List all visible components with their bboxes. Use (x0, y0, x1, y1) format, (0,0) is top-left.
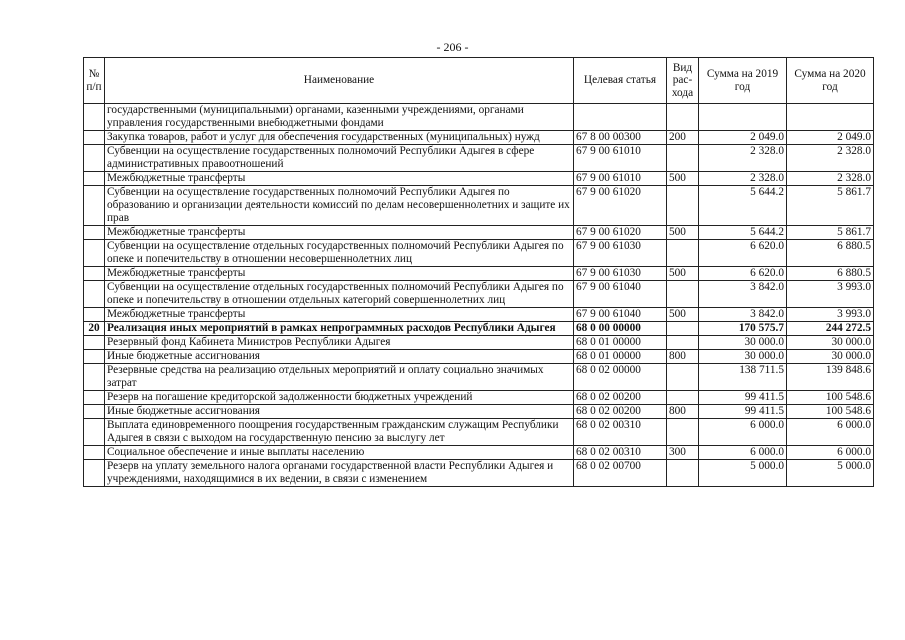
table-row (84, 391, 874, 405)
row-sum-2020: 6 880.5 (787, 267, 874, 281)
row-sum-2020: 5 861.7 (787, 186, 874, 226)
row-name: Иные бюджетные ассигнования (105, 405, 574, 419)
table-row (84, 364, 874, 391)
row-name: Резервные средства на реализацию отдельных мероприятий и оплату социально значимых затрат (105, 364, 574, 391)
row-code: 67 9 00 61030 (574, 240, 667, 267)
row-number (84, 104, 105, 131)
row-name: Субвенции на осуществление отдельных государственных полномочий Республики Адыгея по опеке и попечительству в отношении несовершеннолетних лиц (105, 240, 574, 267)
row-kind: 200 (667, 131, 699, 145)
row-kind (667, 460, 699, 487)
row-sum-2020: 6 880.5 (787, 240, 874, 267)
row-sum-2020: 3 993.0 (787, 308, 874, 322)
row-name: Реализация иных мероприятий в рамках непрограммных расходов Республики Адыгея (105, 322, 574, 336)
row-code: 68 0 02 00200 (574, 405, 667, 419)
row-sum-2020: 100 548.6 (787, 405, 874, 419)
row-sum-2020: 244 272.5 (787, 322, 874, 336)
row-number (84, 172, 105, 186)
row-kind (667, 104, 699, 131)
page-number: - 206 - (436, 40, 469, 54)
row-sum-2020: 2 049.0 (787, 131, 874, 145)
row-sum-2019: 2 328.0 (699, 172, 787, 186)
row-number (84, 308, 105, 322)
row-code: 68 0 02 00310 (574, 419, 667, 446)
header-name: Наименование (105, 58, 574, 104)
row-code (574, 104, 667, 131)
row-sum-2020: 139 848.6 (787, 364, 874, 391)
row-kind (667, 322, 699, 336)
row-kind: 500 (667, 267, 699, 281)
table-row (84, 350, 874, 364)
row-name: Закупка товаров, работ и услуг для обеспечения государственных (муниципальных) нужд (105, 131, 574, 145)
table-row (84, 186, 874, 226)
row-sum-2019: 6 000.0 (699, 419, 787, 446)
row-sum-2019: 99 411.5 (699, 405, 787, 419)
row-kind (667, 364, 699, 391)
row-number (84, 391, 105, 405)
table-row (84, 240, 874, 267)
row-number (84, 336, 105, 350)
row-name: Резерв на погашение кредиторской задолженности бюджетных учреждений (105, 391, 574, 405)
header-sum-2019: Сумма на 2019 год (699, 58, 787, 104)
row-kind (667, 145, 699, 172)
row-sum-2020: 100 548.6 (787, 391, 874, 405)
row-sum-2019: 3 842.0 (699, 308, 787, 322)
row-number (84, 226, 105, 240)
row-sum-2019: 30 000.0 (699, 350, 787, 364)
row-code: 68 0 01 00000 (574, 350, 667, 364)
row-code: 68 0 02 00700 (574, 460, 667, 487)
row-number (84, 281, 105, 308)
table-row (84, 131, 874, 145)
row-kind (667, 391, 699, 405)
row-sum-2019: 5 644.2 (699, 226, 787, 240)
row-sum-2019: 170 575.7 (699, 322, 787, 336)
row-code: 67 9 00 61010 (574, 145, 667, 172)
row-code: 68 0 02 00000 (574, 364, 667, 391)
table-row (84, 460, 874, 487)
row-number (84, 419, 105, 446)
row-number (84, 267, 105, 281)
row-sum-2020: 30 000.0 (787, 336, 874, 350)
row-name: Резерв на уплату земельного налога органами государственной власти Республики Адыгея и учреждениями, находящимися в их ведении, в связи с изменением (105, 460, 574, 487)
row-kind (667, 186, 699, 226)
table-row (84, 281, 874, 308)
row-sum-2019: 2 049.0 (699, 131, 787, 145)
row-name: Социальное обеспечение и иные выплаты населению (105, 446, 574, 460)
row-sum-2019: 6 000.0 (699, 446, 787, 460)
row-sum-2019: 5 644.2 (699, 186, 787, 226)
header-code: Целевая статья (574, 58, 667, 104)
row-name: Субвенции на осуществление государственных полномочий Республики Адыгея по образованию и организации деятельности комиссий по делам несовершеннолетних и защите их прав (105, 186, 574, 226)
row-number: 20 (84, 322, 105, 336)
header-kind: Вид рас- хода (667, 58, 699, 104)
row-code: 67 8 00 00300 (574, 131, 667, 145)
table-row (84, 405, 874, 419)
row-sum-2019: 138 711.5 (699, 364, 787, 391)
table-row (84, 172, 874, 186)
row-name: Межбюджетные трансферты (105, 172, 574, 186)
row-kind: 800 (667, 350, 699, 364)
table-row (84, 104, 874, 131)
row-sum-2020: 5 861.7 (787, 226, 874, 240)
row-code: 67 9 00 61020 (574, 226, 667, 240)
row-name: Межбюджетные трансферты (105, 226, 574, 240)
row-name: Субвенции на осуществление отдельных государственных полномочий Республики Адыгея по опеке и попечительству в отношении отдельных категорий совершеннолетних лиц (105, 281, 574, 308)
table-row (84, 336, 874, 350)
row-name: Субвенции на осуществление государственных полномочий Республики Адыгея в сфере административных правоотношений (105, 145, 574, 172)
table-row (84, 145, 874, 172)
row-sum-2020: 30 000.0 (787, 350, 874, 364)
table-row (84, 446, 874, 460)
row-name: Иные бюджетные ассигнования (105, 350, 574, 364)
row-number (84, 186, 105, 226)
row-kind: 500 (667, 226, 699, 240)
row-number (84, 405, 105, 419)
row-sum-2020 (787, 104, 874, 131)
row-kind (667, 281, 699, 308)
header-num: № п/п (84, 58, 105, 104)
row-name: Резервный фонд Кабинета Министров Республики Адыгея (105, 336, 574, 350)
row-code: 68 0 02 00200 (574, 391, 667, 405)
table-row (84, 226, 874, 240)
row-sum-2019: 30 000.0 (699, 336, 787, 350)
row-sum-2019: 6 620.0 (699, 267, 787, 281)
row-sum-2019: 2 328.0 (699, 145, 787, 172)
row-code: 68 0 01 00000 (574, 336, 667, 350)
row-number (84, 364, 105, 391)
row-sum-2020: 5 000.0 (787, 460, 874, 487)
row-number (84, 350, 105, 364)
row-sum-2020: 2 328.0 (787, 145, 874, 172)
row-number (84, 131, 105, 145)
row-code: 68 0 02 00310 (574, 446, 667, 460)
budget-table (83, 57, 874, 487)
row-code: 67 9 00 61030 (574, 267, 667, 281)
row-sum-2020: 3 993.0 (787, 281, 874, 308)
row-name: Межбюджетные трансферты (105, 308, 574, 322)
row-sum-2019: 6 620.0 (699, 240, 787, 267)
row-code: 67 9 00 61040 (574, 308, 667, 322)
row-sum-2019 (699, 104, 787, 131)
row-name: государственными (муниципальными) органами, казенными учреждениями, органами управления государственными внебюджетными фондами (105, 104, 574, 131)
row-number (84, 460, 105, 487)
row-kind: 500 (667, 172, 699, 186)
row-sum-2019: 3 842.0 (699, 281, 787, 308)
row-sum-2020: 6 000.0 (787, 419, 874, 446)
row-code: 68 0 00 00000 (574, 322, 667, 336)
row-kind: 800 (667, 405, 699, 419)
row-kind: 500 (667, 308, 699, 322)
row-sum-2019: 99 411.5 (699, 391, 787, 405)
row-number (84, 145, 105, 172)
row-code: 67 9 00 61040 (574, 281, 667, 308)
row-sum-2020: 2 328.0 (787, 172, 874, 186)
table-row (84, 322, 874, 336)
row-kind: 300 (667, 446, 699, 460)
row-sum-2019: 5 000.0 (699, 460, 787, 487)
header-sum-2020: Сумма на 2020 год (787, 58, 874, 104)
row-kind (667, 419, 699, 446)
row-name: Межбюджетные трансферты (105, 267, 574, 281)
table-header-row (84, 58, 874, 104)
row-number (84, 240, 105, 267)
table-row (84, 419, 874, 446)
row-number (84, 446, 105, 460)
table-row (84, 267, 874, 281)
row-sum-2020: 6 000.0 (787, 446, 874, 460)
row-code: 67 9 00 61020 (574, 186, 667, 226)
row-code: 67 9 00 61010 (574, 172, 667, 186)
row-kind (667, 336, 699, 350)
row-kind (667, 240, 699, 267)
row-name: Выплата единовременного поощрения государственным гражданским служащим Республики Адыгея в связи с выходом на государственную пенсию за выслугу лет (105, 419, 574, 446)
table-row (84, 308, 874, 322)
